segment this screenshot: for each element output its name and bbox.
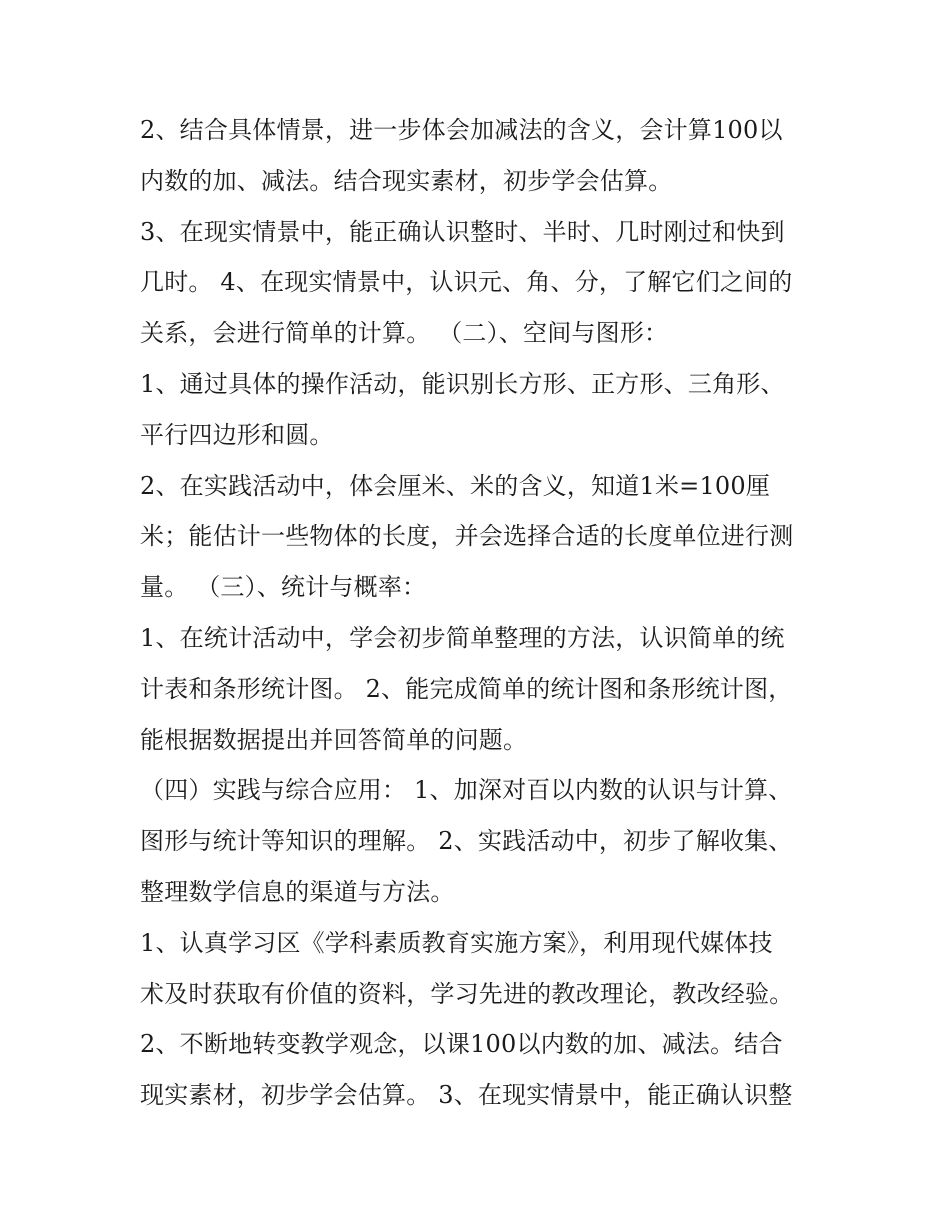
text-line: 米；能估计一些物体的长度，并会选择合适的长度单位进行测 (140, 522, 794, 551)
text-line: （四）实践与综合应用： 1、加深对百以内数的认识与计算、 (140, 776, 793, 805)
text-line: 现实素材，初步学会估算。 3、在现实情景中，能正确认识整 (140, 1081, 793, 1110)
text-line: 关系，会进行简单的计算。 （二）、空间与图形： (140, 319, 669, 348)
text-line: 3、在现实情景中，能正确认识整时、半时、几时刚过和快到 (140, 217, 785, 246)
text-line: 能根据数据提出并回答简单的问题。 (140, 725, 528, 754)
text-line: 1、认真学习区《学科素质教育实施方案》，利用现代媒体技 (140, 928, 773, 957)
text-line: 几时。 4、在现实情景中，认识元、角、分，了解它们之间的 (140, 268, 793, 297)
text-line: 量。 （三）、统计与概率： (140, 573, 427, 602)
text-line: 2、结合具体情景，进一步体会加减法的含义，会计算100以 (140, 116, 783, 144)
text-line: 1、通过具体的操作活动，能识别长方形、正方形、三角形、 (140, 369, 785, 398)
text-line: 计表和条形统计图。 2、能完成简单的统计图和条形统计图， (140, 674, 793, 703)
text-line: 平行四边形和圆。 (140, 420, 334, 449)
text-line: 2、不断地转变教学观念，以课100以内数的加、减法。结合 (140, 1030, 783, 1059)
text-line: 整理数学信息的渠道与方法。 (140, 877, 455, 906)
text-line: 内数的加、减法。结合现实素材，初步学会估算。 (140, 166, 673, 195)
text-line: 2、在实践活动中，体会厘米、米的含义，知道1米=100厘 (140, 471, 771, 500)
text-line: 图形与统计等知识的理解。 2、实践活动中，初步了解收集、 (140, 827, 793, 856)
document-body (140, 105, 840, 1121)
text-line: 1、在统计活动中，学会初步简单整理的方法，认识简单的统 (140, 623, 785, 652)
text-line: 术及时获取有价值的资料，学习先进的教改理论，教改经验。 (140, 979, 794, 1008)
